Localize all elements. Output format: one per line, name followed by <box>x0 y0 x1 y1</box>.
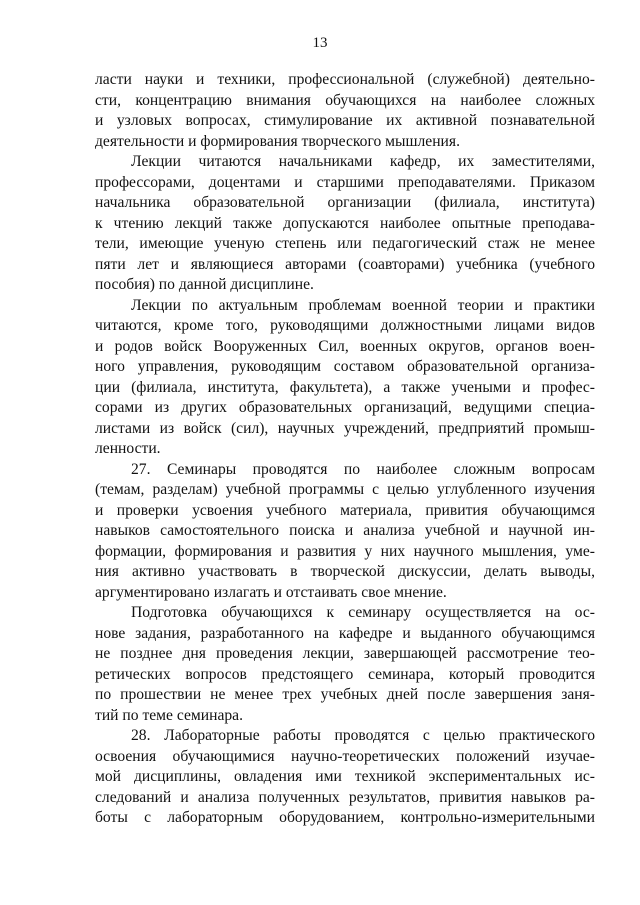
text-line: не позднее дня проведения лекции, завершающей рассмотрение тео- <box>95 645 595 662</box>
text-line: сти, концентрацию внимания обучающихся на наиболее сложных <box>95 91 595 109</box>
text-line: по прошествии не менее трех учебных дней после завершения заня- <box>95 686 595 703</box>
text-line: 27. Семинары проводятся по наиболее сложным вопросам <box>131 460 595 478</box>
text-line: навыков самостоятельного поиска и анализа учебной и научной ин- <box>95 522 595 539</box>
text-line: и проверки усвоения учебного материала, привития обучающимся <box>95 501 595 519</box>
text-line: тий по теме семинара. <box>95 706 243 724</box>
text-line: (темам, разделам) учебной программы с целью углубленного изучения <box>95 481 595 498</box>
text-line: тели, имеющие ученую степень или педагогический стаж не менее <box>95 235 595 252</box>
text-line: формации, формирования и развития у них научного мышления, уме- <box>95 542 595 560</box>
text-line: ретических вопросов предстоящего семинара, который проводится <box>95 665 595 683</box>
text-line: к чтению лекций также допускаются наиболее опытные преподава- <box>95 214 595 232</box>
text-line: боты с лабораторным оборудованием, контрольно-измерительными <box>95 809 595 826</box>
text-line: листами из войск (сил), научных учреждений, предприятий промыш- <box>95 419 595 437</box>
text-line: следований и анализа полученных результатов, привития навыков ра- <box>95 788 595 806</box>
text-line: ленности. <box>95 440 161 457</box>
text-line: Лекции читаются начальниками кафедр, их заместителями, <box>131 153 595 170</box>
text-line: читаются, кроме того, руководящими должностными лицами видов <box>95 317 595 334</box>
text-line: профессорами, доцентами и старшими преподавателями. Приказом <box>95 173 595 191</box>
text-line: ного управления, руководящим составом образовательной организа- <box>95 358 595 375</box>
text-line: 28. Лабораторные работы проводятся с целью практического <box>131 727 595 744</box>
text-line: и узловых вопросах, стимулирование их активной познавательной <box>95 112 595 129</box>
text-line: и родов войск Вооруженных Сил, военных округов, органов воен- <box>95 337 595 355</box>
text-line: освоения обучающимися научно-теоретических положений изучае- <box>95 747 595 765</box>
text-line: ласти науки и техники, профессиональной (служебной) деятельно- <box>95 71 595 88</box>
text-line: Подготовка обучающихся к семинару осуществляется на ос- <box>131 604 595 621</box>
text-line: аргументировано излагать и отстаивать свое мнение. <box>95 583 447 601</box>
text-line: начальника образовательной организации (филиала, института) <box>95 194 595 211</box>
text-line: ции (филиала, института, факультета), а также учеными и профес- <box>95 378 595 396</box>
text-line: ния активно участвовать в творческой дискуссии, делать выводы, <box>95 563 595 580</box>
page-number: 13 <box>312 35 328 51</box>
text-line: мой дисциплины, овладения ими техникой экспериментальных ис- <box>95 768 595 785</box>
document-body <box>95 70 595 829</box>
text-line: сорами из других образовательных организаций, ведущими специа- <box>95 399 595 416</box>
text-line: деятельности и формирования творческого мышления. <box>95 132 460 150</box>
text-line: Лекции по актуальным проблемам военной теории и практики <box>131 296 595 314</box>
text-line: нове задания, разработанного на кафедре и выданного обучающимся <box>95 624 595 642</box>
text-line: пяти лет и являющиеся авторами (соавторами) учебника (учебного <box>95 255 595 273</box>
text-line: пособия) по данной дисциплине. <box>95 276 314 293</box>
